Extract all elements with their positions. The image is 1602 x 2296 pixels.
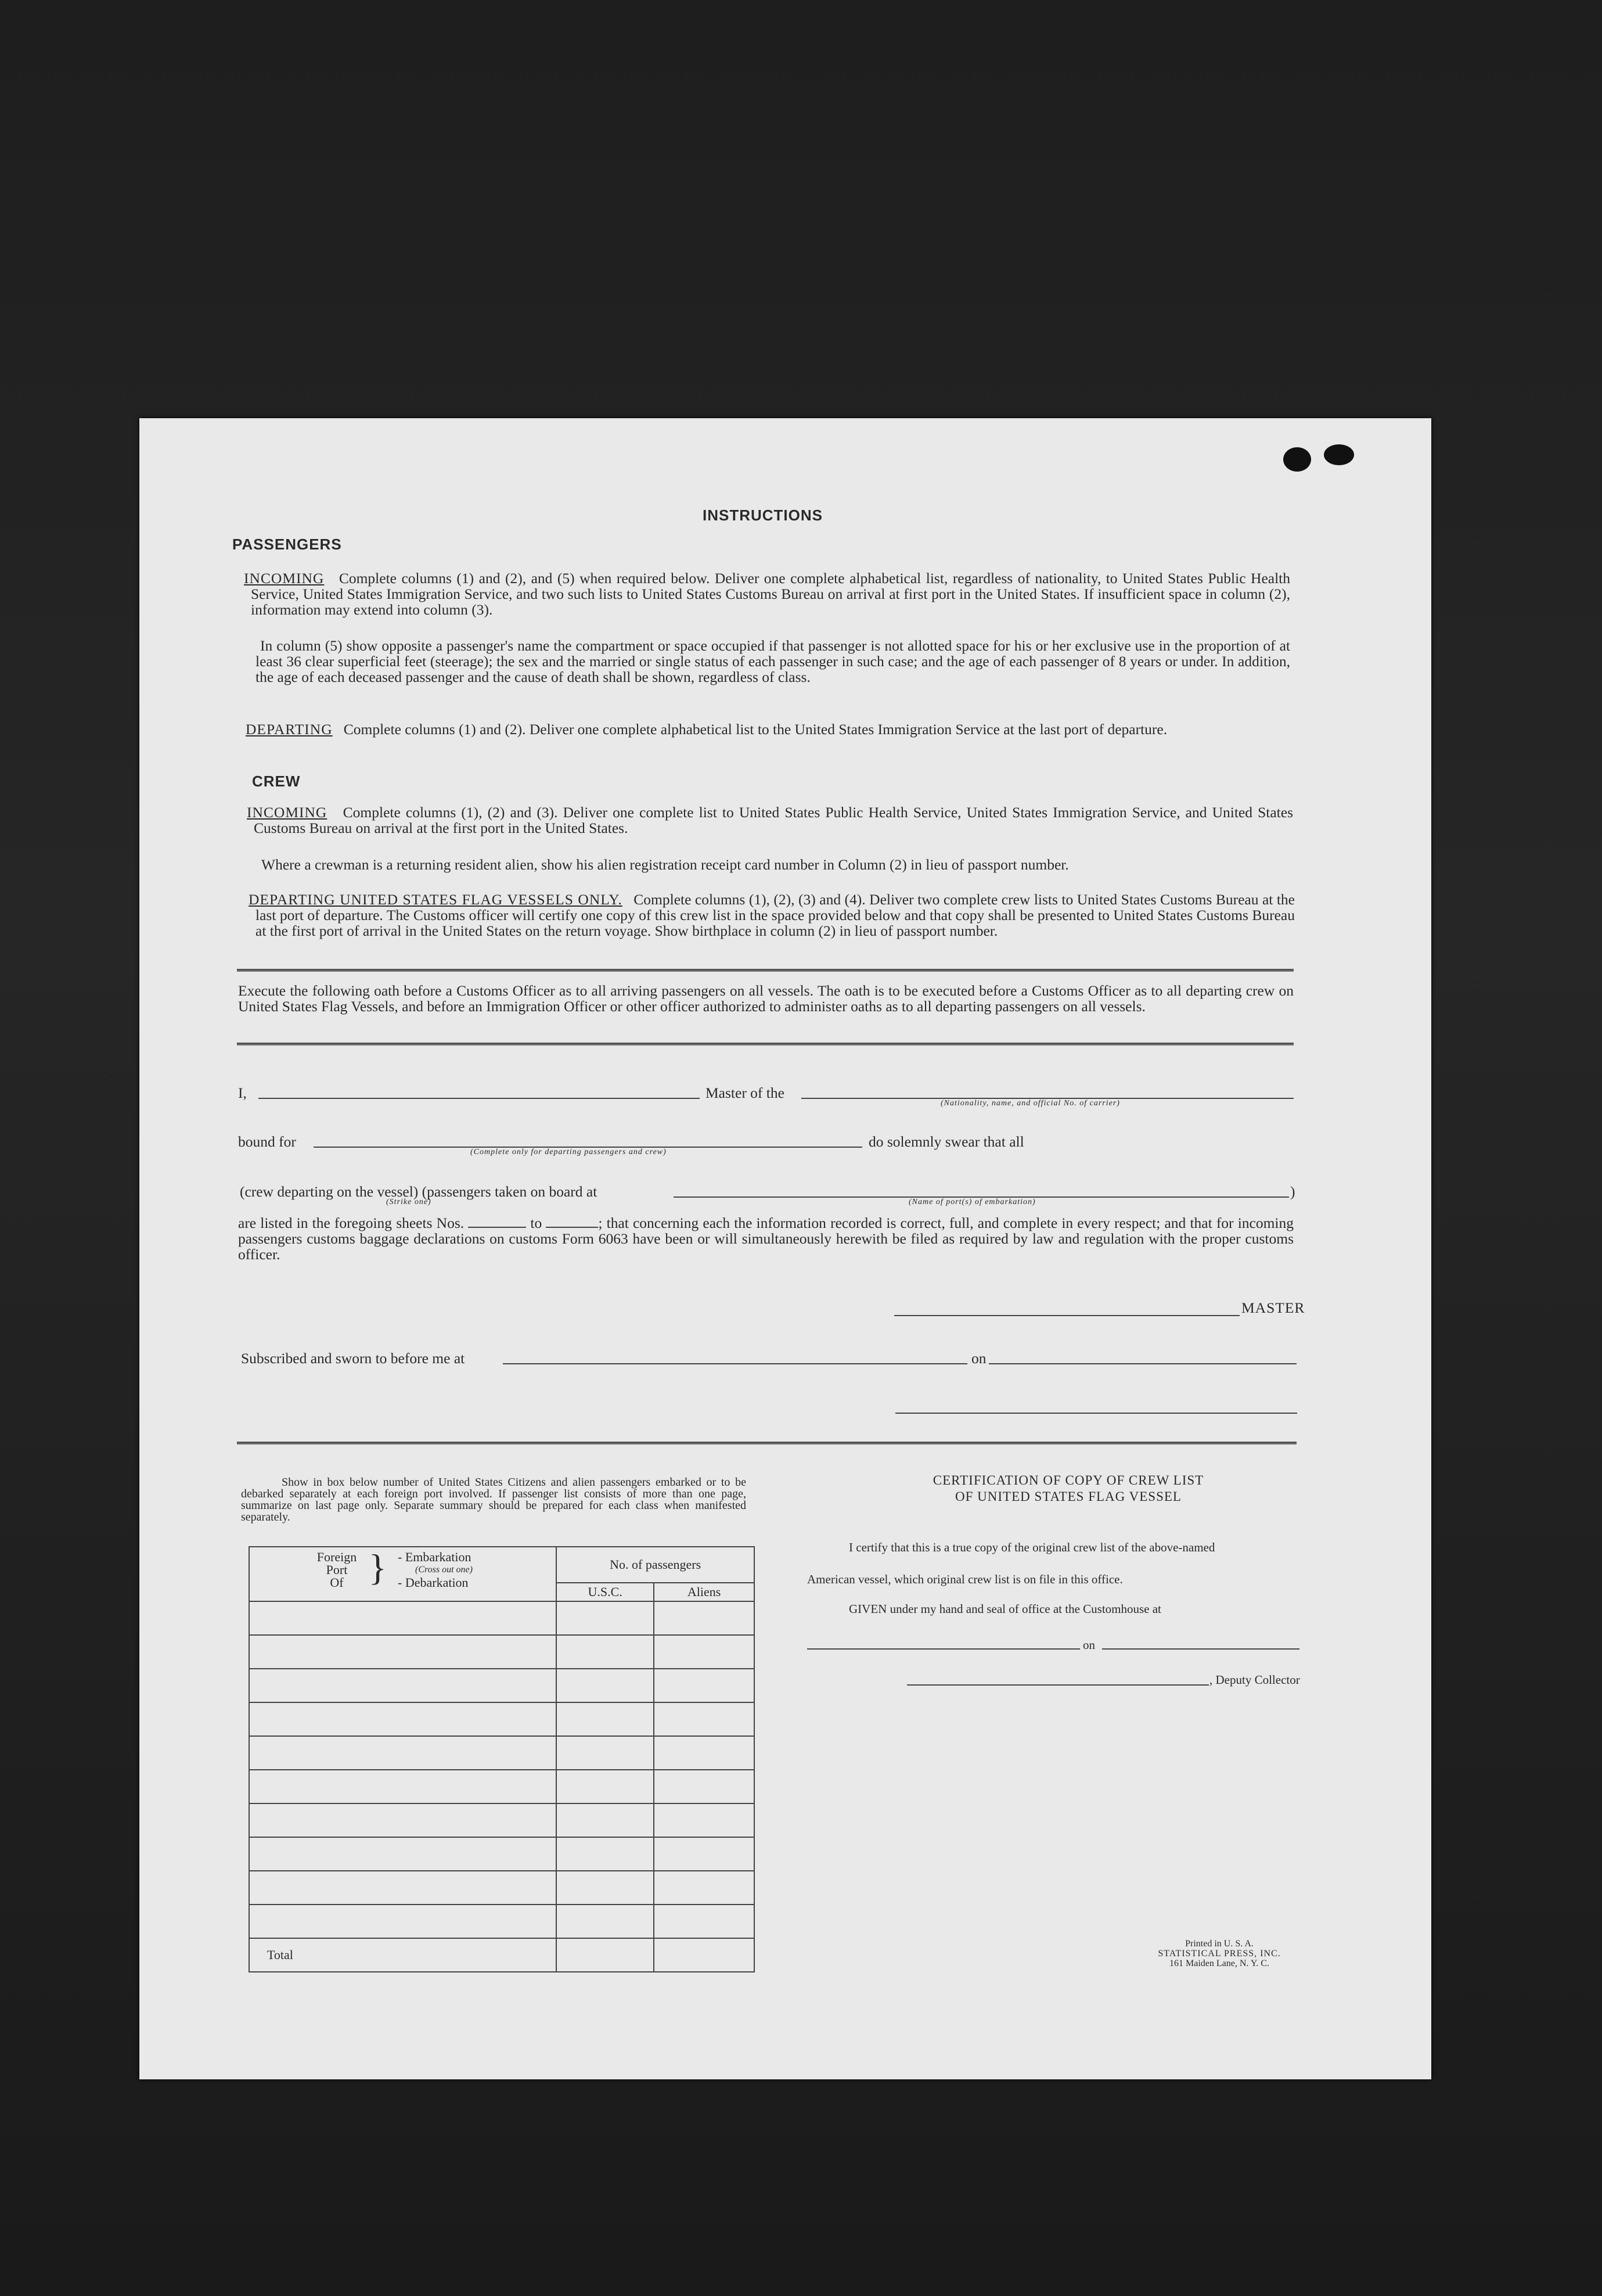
oath-subscribed: Subscribed and sworn to before me at [241,1350,465,1367]
aliens-cell[interactable] [654,1736,754,1770]
departing-text: Complete columns (1) and (2). Deliver one complete alphabetical list to the United States Immigration Service at the last port of departure. [343,721,1168,738]
incoming-text: Complete columns (1) and (2), and (5) when required below. Deliver one complete alphabetical list, regardless of nationality, to United States Public Health Service, United States Immigration Service, and two such lists to United States Customs Bureau on arrival at first port in the United States. If insufficient space in column (2), information may extend into column (3). [251,570,1291,618]
usc-cell[interactable] [556,1803,654,1837]
usc-total-cell[interactable] [556,1938,654,1972]
aliens-cell[interactable] [654,1669,754,1702]
usc-cell[interactable] [556,1635,654,1669]
ink-blot [1324,444,1354,465]
port-cell[interactable] [249,1803,556,1837]
page-title: INSTRUCTIONS [703,506,823,524]
listed-b: ; that concerning each the information recorded is correct, full, and complete in every respect; and that for incoming passengers customs baggage declarations on customs Form 6063 have been or will simultaneously herewith be filed as required by law and regulation with the proper customs officer. [238,1215,1294,1263]
passenger-count-table [249,1546,755,1972]
oath-master-of-the: Master of the [705,1084,784,1101]
col-debark: - Debarkation [398,1575,469,1590]
usc-cell[interactable] [556,1905,654,1938]
incoming-label: INCOMING [244,570,325,587]
port-cell[interactable] [249,1871,556,1905]
divider [237,1043,1294,1045]
aliens-header: Aliens [654,1583,754,1601]
cert-title-2: OF UNITED STATES FLAG VESSEL [955,1489,1182,1504]
crew-alien-text: Where a crewman is a returning resident alien, show his alien registration receipt card number in Column (2) in lieu of passport number. [261,856,1069,873]
oath-on: on [971,1350,987,1367]
printer-imprint [1138,1939,1301,1968]
deputy-signature-field[interactable] [907,1684,1209,1686]
port-cell[interactable] [249,1702,556,1736]
oath-master: MASTER [1241,1299,1305,1316]
usc-cell[interactable] [556,1736,654,1770]
port-cell[interactable] [249,1736,556,1770]
port-cell[interactable] [249,1669,556,1702]
printer-line-3: 161 Maiden Lane, N. Y. C. [1169,1959,1269,1968]
aliens-cell[interactable] [654,1702,754,1736]
oath-i: I, [238,1084,247,1101]
oath-crew-departing: (crew departing on the vessel) (passengers taken on board at [240,1183,597,1200]
form-page [139,418,1431,2079]
officer-signature-field[interactable] [895,1413,1297,1414]
oath-bound-for: bound for [238,1133,296,1150]
departing-label: DEPARTING [246,721,333,738]
carrier-caption: (Nationality, name, and official No. of carrier) [941,1099,1120,1108]
crew-heading: CREW [252,772,301,790]
total-label: Total [249,1938,556,1972]
col-foreign-1: Foreign [316,1550,357,1564]
cert-given: GIVEN under my hand and seal of office at the Customhouse at [849,1602,1161,1616]
close-paren: ) [1290,1183,1295,1200]
passengers-heading: PASSENGERS [232,536,342,553]
no-passengers-header: No. of passengers [556,1547,754,1583]
usc-cell[interactable] [556,1601,654,1635]
master-signature-field[interactable] [894,1315,1240,1316]
crew-incoming [247,804,1293,836]
aliens-cell[interactable] [654,1905,754,1938]
aliens-cell[interactable] [654,1837,754,1871]
customhouse-field[interactable] [807,1648,1080,1650]
crew-alien [261,857,1295,872]
usc-cell[interactable] [556,1837,654,1871]
aliens-cell[interactable] [654,1803,754,1837]
port-cell[interactable] [249,1635,556,1669]
crew-departing [249,891,1295,939]
port-header-cell [249,1547,556,1601]
cert-text-2: American vessel, which original crew list is on file in this office. [807,1572,1123,1586]
crew-incoming-label: INCOMING [247,804,327,821]
oath-intro-text: Execute the following oath before a Customs Officer as to all arriving passengers on all vessels. The oath is to be executed before a Customs Officer as to all departing crew on United States Flag Vessels, and before an Immigration Officer or other officer authorized to administer oaths as to all departing passengers on all vessels. [238,982,1294,1015]
sworn-date-field[interactable] [989,1363,1297,1364]
usc-cell[interactable] [556,1669,654,1702]
col-foreign-2: Port [326,1562,348,1577]
listed-to: to [530,1215,542,1231]
cert-title [894,1472,1243,1505]
col-cross: (Cross out one) [415,1565,473,1575]
printer-line-1: Printed in U. S. A. [1185,1939,1254,1949]
cert-on: on [1083,1638,1095,1652]
divider [237,969,1294,972]
port-cell[interactable] [249,1770,556,1803]
cert-deputy: , Deputy Collector [1209,1673,1300,1687]
aliens-total-cell[interactable] [654,1938,754,1972]
column5-text: In column (5) show opposite a passenger's name the compartment or space occupied if that passenger is not allotted space for his or her exclusive use in the proportion of at least 36 clear superficial feet (steerage); the sex and the married or single status of each passenger in such case; and the age of each passenger of 8 years or under. In addition, the age of each deceased passenger and the cause of death shall be shown, regardless of class. [255,637,1290,685]
crew-departing-label: DEPARTING UNITED STATES FLAG VESSELS ONLY. [249,891,622,908]
cert-title-1: CERTIFICATION OF COPY OF CREW LIST [933,1473,1204,1487]
crew-incoming-text: Complete columns (1), (2) and (3). Deliver one complete list to United States Public Health Service, United States Immigration Service, and United States Customs Bureau on arrival at the first port in the United States. [254,804,1293,836]
listed-a: are listed in the foregoing sheets Nos. [238,1215,465,1231]
box-instructions [241,1476,746,1523]
passengers-departing [246,721,1292,738]
port-cell[interactable] [249,1601,556,1635]
ink-blot [1283,447,1311,472]
oath-intro [238,983,1294,1014]
sheet-to-field[interactable] [546,1227,598,1228]
cert-date-field[interactable] [1102,1648,1299,1650]
aliens-cell[interactable] [654,1770,754,1803]
oath-swear: do solemnly swear that all [869,1133,1024,1150]
brace-symbol: } [369,1547,387,1588]
port-caption: (Name of port(s) of embarkation) [909,1198,1036,1206]
passengers-column5 [255,638,1290,685]
usc-cell[interactable] [556,1871,654,1905]
col-foreign-3: Of [330,1575,344,1590]
passengers-incoming [244,570,1291,618]
oath-listed [238,1215,1294,1262]
port-cell[interactable] [249,1837,556,1871]
col-embark: - Embarkation [398,1550,471,1564]
usc-header: U.S.C. [556,1583,654,1601]
cert-text-1: I certify that this is a true copy of the original crew list of the above-named [849,1540,1215,1554]
aliens-cell[interactable] [654,1601,754,1635]
divider [237,1442,1297,1445]
aliens-cell[interactable] [654,1635,754,1669]
strike-one-caption: (Strike one) [386,1198,431,1206]
sworn-place-field[interactable] [503,1363,967,1364]
crew-departing-text: Complete columns (1), (2), (3) and (4). Deliver two complete crew lists to United States Customs Bureau at the last port of departure. The Customs officer will certify one copy of this crew list in the space provided below and that copy shall be presented to United States Customs Bureau at the first port of arrival in the United States on the return voyage. Show birthplace in column (2) in lieu of passport number. [255,891,1295,939]
usc-cell[interactable] [556,1770,654,1803]
aliens-cell[interactable] [654,1871,754,1905]
printer-line-2: STATISTICAL PRESS, INC. [1158,1949,1281,1959]
bound-caption: (Complete only for departing passengers and crew) [470,1148,667,1156]
port-cell[interactable] [249,1905,556,1938]
usc-cell[interactable] [556,1702,654,1736]
box-instructions-text: Show in box below number of United States Citizens and alien passengers embarked or to be debarked separately at each foreign port involved. If passenger list consists of more than one page, summarize on last page only. Separate summary should be prepared for each class when manifested separately. [241,1476,746,1524]
sheet-from-field[interactable] [468,1227,526,1228]
master-name-field[interactable] [258,1098,700,1099]
